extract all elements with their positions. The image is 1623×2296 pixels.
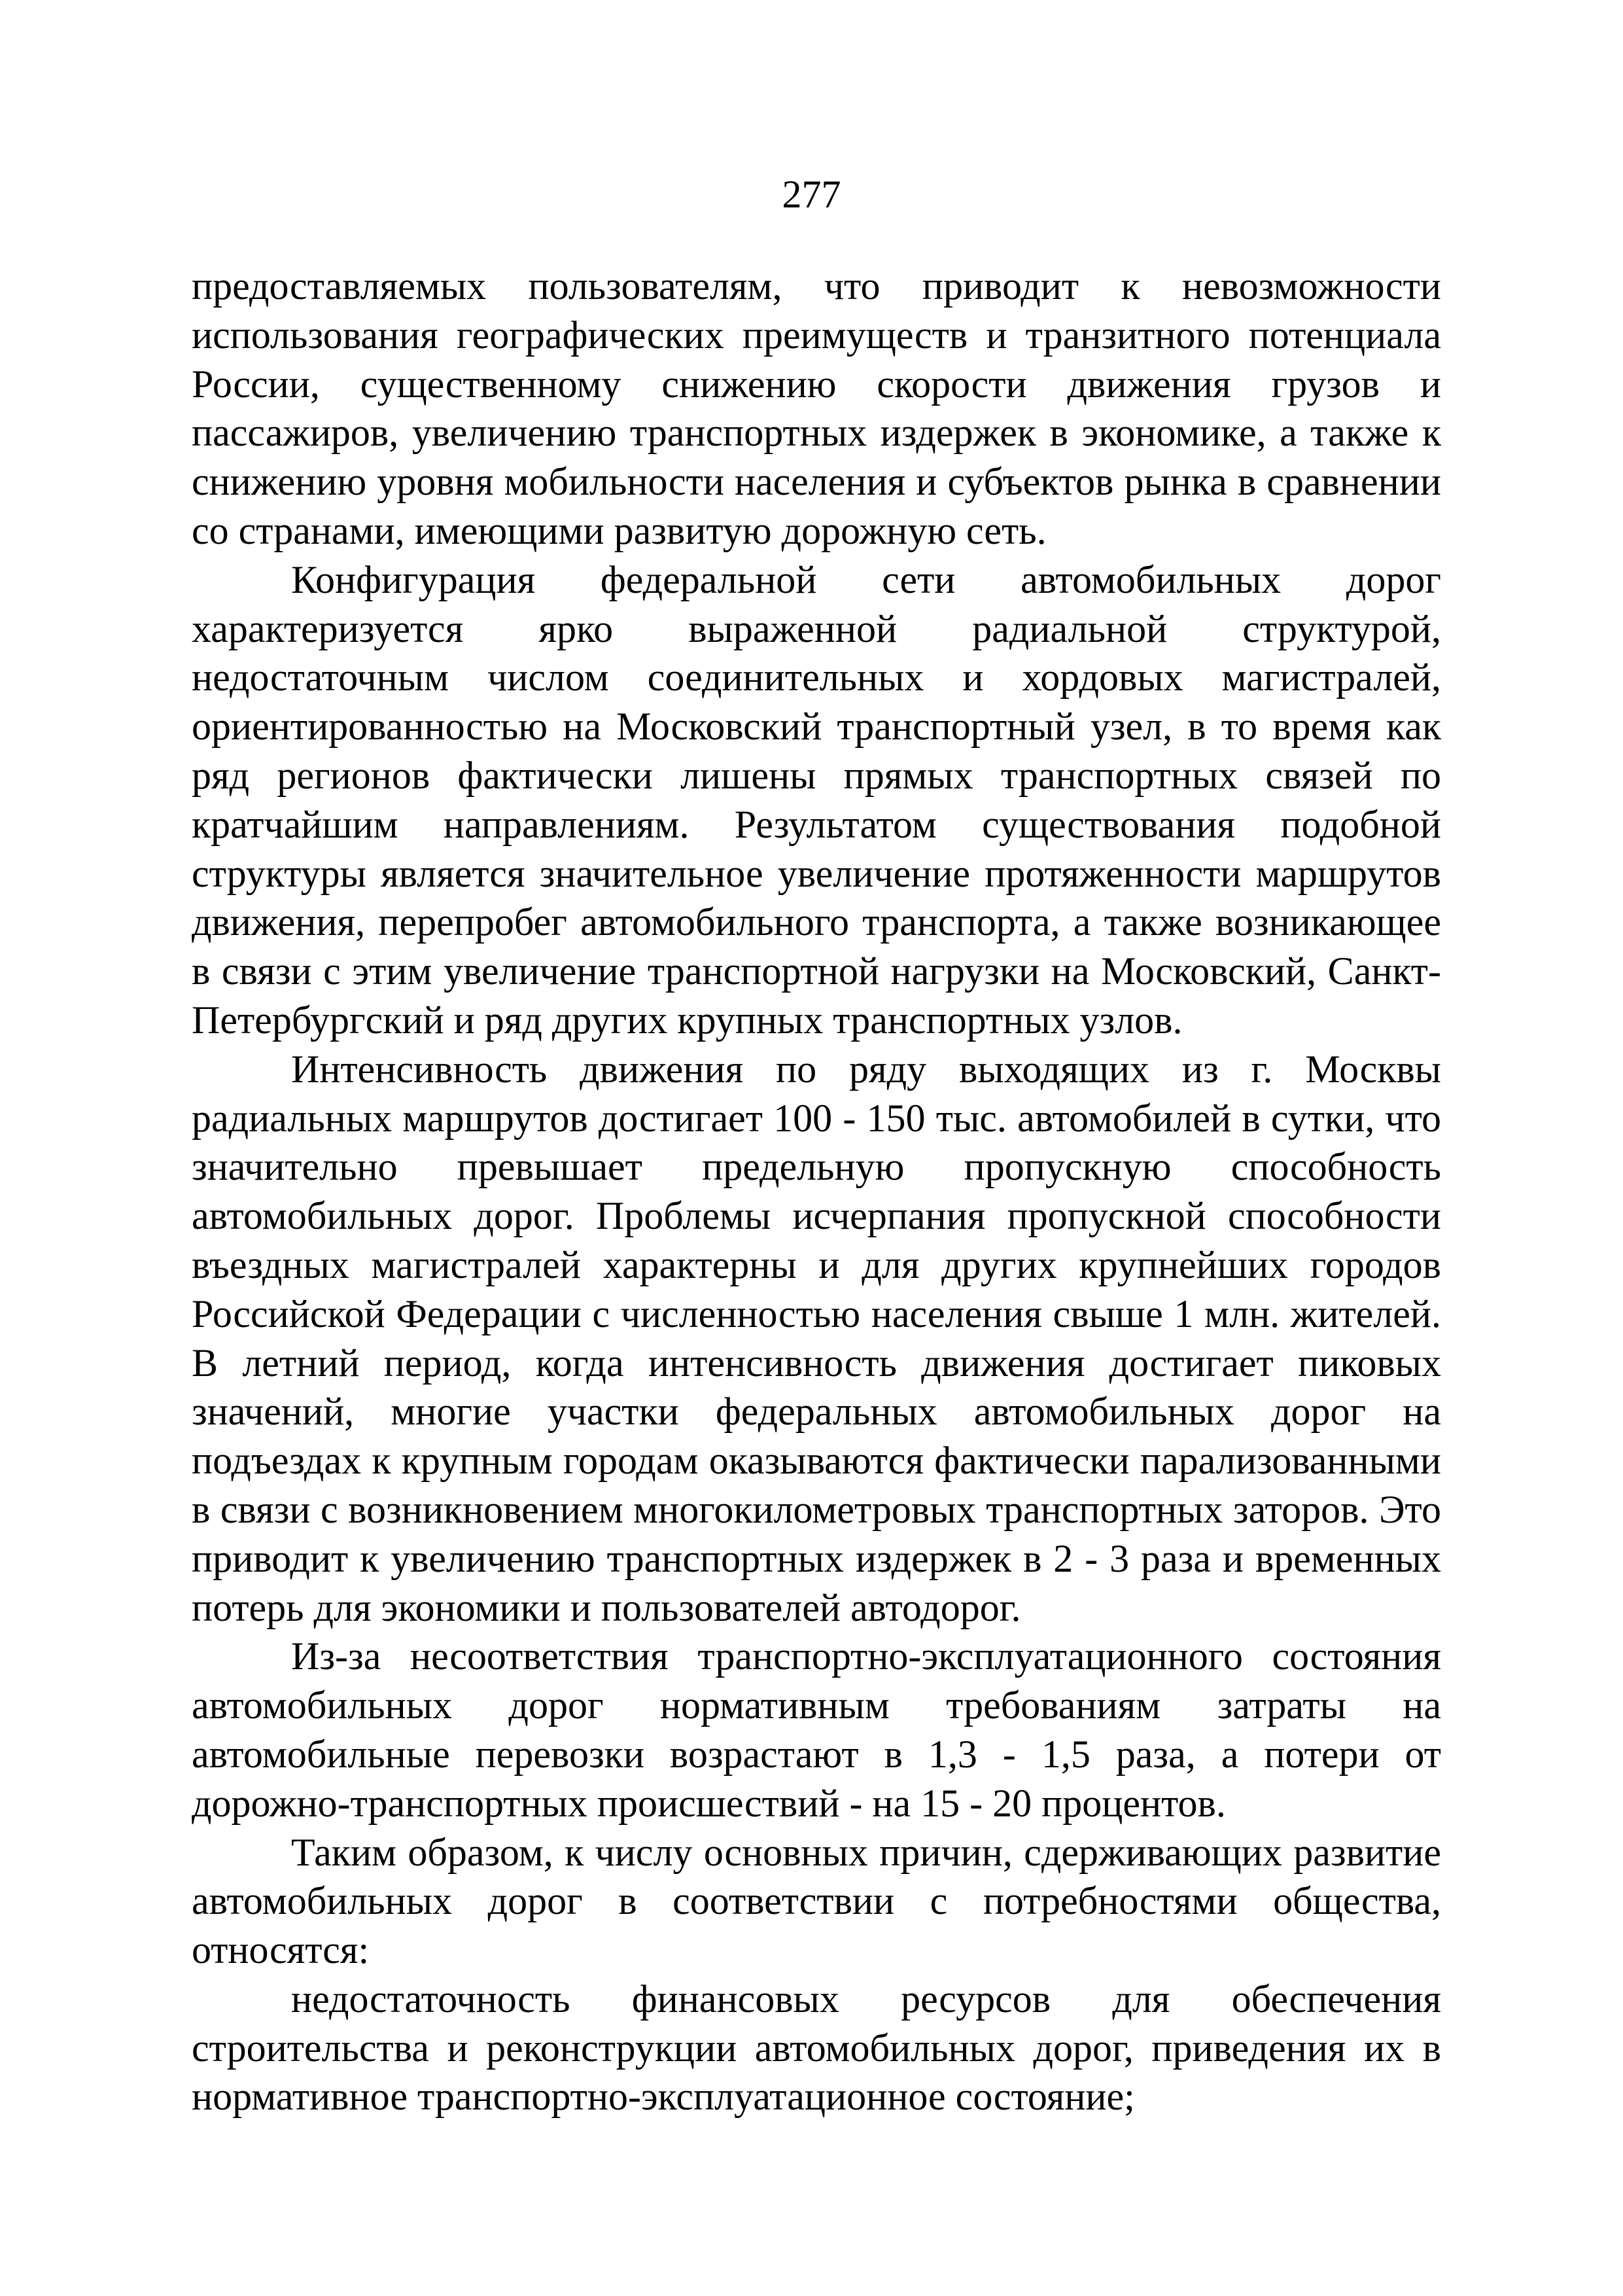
paragraph-traffic-intensity: Интенсивность движения по ряду выходящих из г. Москвы радиальных маршрутов достигает 100 - 150 тыс. автомобилей в сутки, что значительно превышает предельную пропускную способность автомобильных дорог. Проблемы исчерпания пропускной способности въездных магистралей характерны и для других крупнейших городов Российской Федерации с численностью населения свыше 1 млн. жителей. В летний период, когда интенсивность движения достигает пиковых значений, многие участки федеральных автомобильных дорог на подъездах к крупным городам оказываются фактически парализованными в связи с возникновением многокилометровых транспортных заторов. Это приводит к увеличению транспортных издержек в 2 - 3 раза и временных потерь для экономики и пользователей автодорог.	[192, 1047, 1441, 1629]
paragraph-cost-increase: Из-за несоответствия транспортно-эксплуатационного состояния автомобильных дорог нормативным требованиям затраты на автомобильные перевозки возрастают в 1,3 - 1,5 раза, а потери от дорожно-транспортных происшествий - на 15 - 20 процентов.	[192, 1634, 1441, 1825]
page-number: 277	[782, 173, 841, 216]
document-body	[192, 262, 1441, 2121]
paragraph-cause-financing: недостаточность финансовых ресурсов для обеспечения строительства и реконструкции автомобильных дорог, приведения их в нормативное транспортно-эксплуатационное состояние;	[192, 1977, 1441, 2119]
paragraph-network-configuration: Конфигурация федеральной сети автомобильных дорог характеризуется ярко выраженной радиальной структурой, недостаточным числом соединительных и хордовых магистралей, ориентированностью на Московский транспортный узел, в то время как ряд регионов фактически лишены прямых транспортных связей по кратчайшим направлениям. Результатом существования подобной структуры является значительное увеличение протяженности маршрутов движения, перепробег автомобильного транспорта, а также возникающее в связи с этим увеличение транспортной нагрузки на Московский, Санкт-Петербургский и ряд других крупных транспортных узлов.	[192, 557, 1441, 1042]
paragraph-continuation: предоставляемых пользователям, что приводит к невозможности использования географических преимуществ и транзитного потенциала России, существенному снижению скорости движения грузов и пассажиров, увеличению транспортных издержек в экономике, а также к снижению уровня мобильности населения и субъектов рынка в сравнении со странами, имеющими развитую дорожную сеть.	[192, 264, 1441, 552]
paragraph-main-causes-intro: Таким образом, к числу основных причин, сдерживающих развитие автомобильных дорог в соответствии с потребностями общества, относятся:	[192, 1830, 1441, 1972]
